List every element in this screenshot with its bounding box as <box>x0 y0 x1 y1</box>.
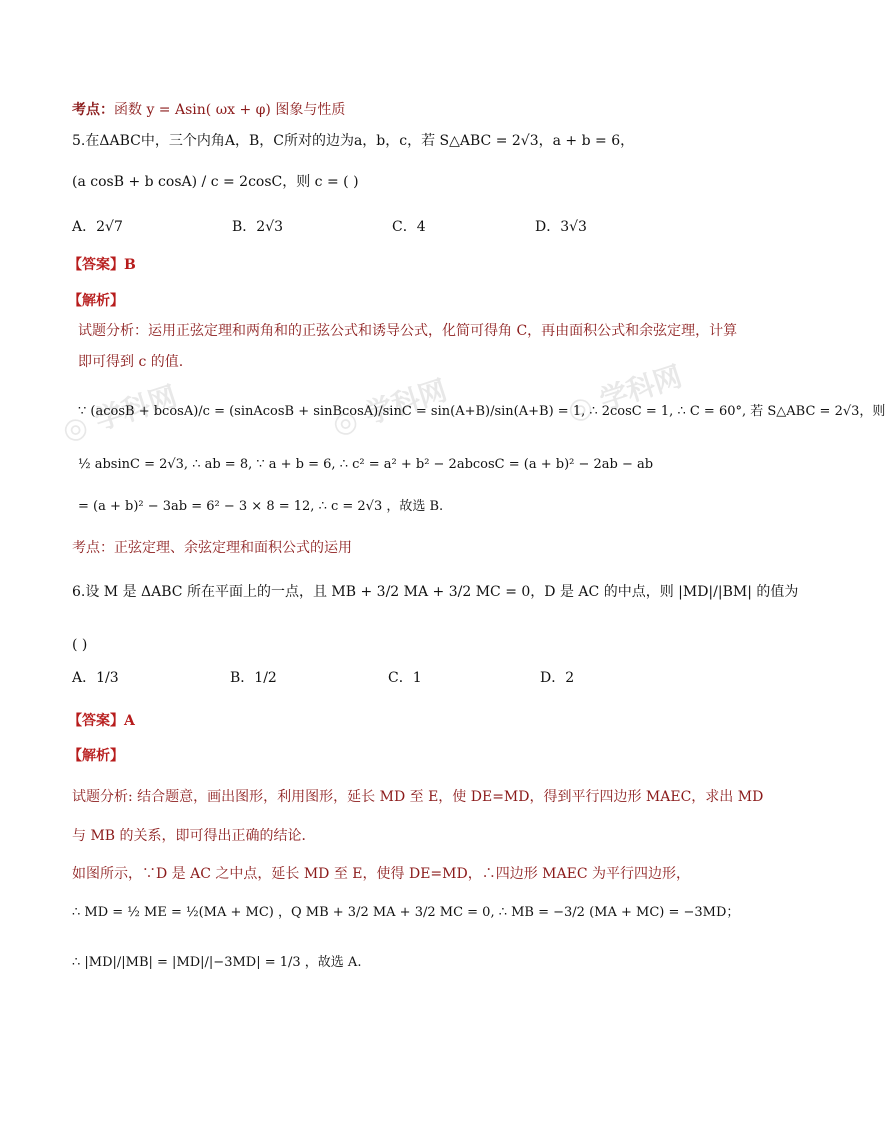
q5-option-b: B．2√3 <box>232 219 284 235</box>
watermark: ◎ 学科网 <box>563 359 686 428</box>
q5-line1: 5.在ΔABC中，三个内角A，B，C所对的边为a，b，c，若 S△ABC = 2√3，a + b = 6， <box>72 133 635 149</box>
kaodian-line <box>72 100 866 120</box>
q5-analysis-2: 即可得到 c 的值. <box>78 354 184 370</box>
q6-option-a: A．1/3 <box>72 670 119 686</box>
q5-option-d: D．3√3 <box>535 219 587 235</box>
q6-analysis-label: 【解析】 <box>68 748 124 764</box>
q6-answer: 【答案】A <box>68 713 135 729</box>
kaodian-label: 考点： <box>72 102 114 118</box>
q5-option-c: C．4 <box>392 219 426 235</box>
q6-line1: 6.设 M 是 ΔABC 所在平面上的一点，且 MB + 3/2 MA + 3/2 MC = 0，D 是 AC 的中点，则 |MD|/|BM| 的值为 <box>72 584 799 600</box>
q5-formula-3: = (a + b)² − 3ab = 6² − 3 × 8 = 12, ∴ c = 2√3 ，故选 B. <box>78 499 444 514</box>
q6-option-b: B．1/2 <box>230 670 277 686</box>
q5-formula-2: ½ absinC = 2√3, ∴ ab = 8, ∵ a + b = 6, ∴ c² = a² + b² − 2abcosC = (a + b)² − 2ab − ab <box>78 457 654 472</box>
q5-analysis-1: 试题分析：运用正弦定理和两角和的正弦公式和诱导公式，化简可得角 C，再由面积公式和余弦定理，计算 <box>78 323 738 339</box>
watermark: ◎ 学科网 <box>58 379 181 448</box>
q6-analysis-1: 试题分析: 结合题意，画出图形，利用图形，延长 MD 至 E，使 DE=MD，得到平行四边形 MAEC，求出 MD <box>72 789 764 805</box>
q6-formula-2: ∴ |MD|/|MB| = |MD|/|−3MD| = 1/3 ，故选 A. <box>72 955 362 970</box>
q6-line2: ( ) <box>72 637 88 653</box>
q5-analysis-label: 【解析】 <box>68 293 124 309</box>
kaodian-text: 函数 y = Asin( ωx + φ) 图象与性质 <box>114 102 346 118</box>
q5-option-a: A．2√7 <box>72 219 123 235</box>
q5-answer: 【答案】B <box>68 257 136 273</box>
q5-formula-1: ∵ (acosB + bcosA)/c = (sinAcosB + sinBcosA)/sinC = sin(A+B)/sin(A+B) = 1, ∴ 2cosC = 1, ∴ C = 60°, 若 S△ABC = 2√3，则 <box>78 404 885 419</box>
q6-analysis-2: 与 MB 的关系，即可得出正确的结论． <box>72 828 316 844</box>
q6-formula-1: ∴ MD = ½ ME = ½(MA + MC) ，Q MB + 3/2 MA + 3/2 MC = 0, ∴ MB = −3/2 (MA + MC) = −3MD； <box>72 905 740 920</box>
q5-line2: (a cosB + b cosA) / c = 2cosC，则 c = ( ) <box>72 174 359 190</box>
q6-option-c: C．1 <box>388 670 422 686</box>
q5-kaodian: 考点：正弦定理、余弦定理和面积公式的运用 <box>72 540 352 556</box>
q6-option-d: D．2 <box>540 670 575 686</box>
watermark: ◎ 学科网 <box>328 373 451 442</box>
q6-analysis-3: 如图所示，∵D 是 AC 之中点，延长 MD 至 E，使得 DE=MD，∴四边形 MAEC 为平行四边形， <box>72 866 690 882</box>
